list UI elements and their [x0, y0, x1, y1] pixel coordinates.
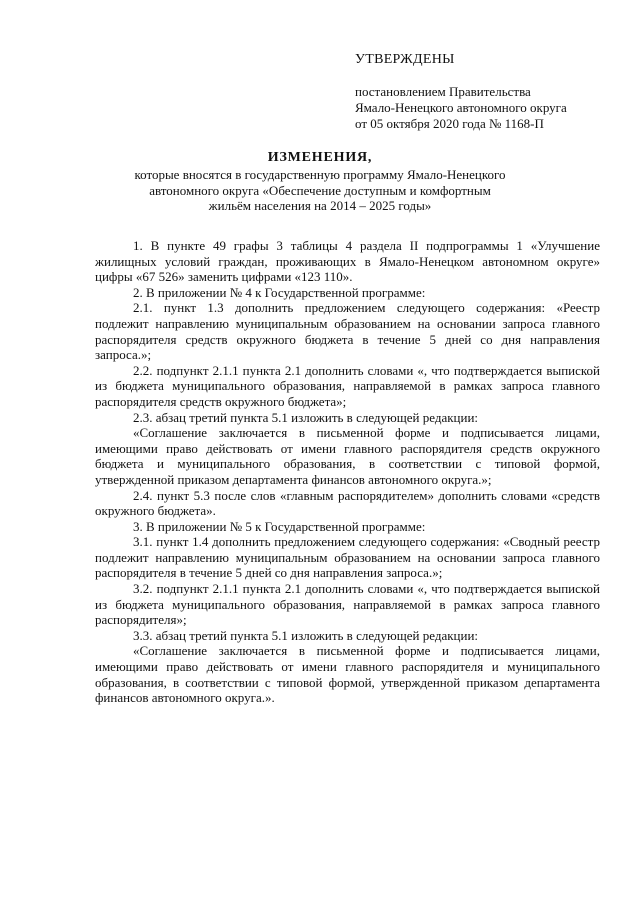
document-subtitle: которые вносятся в государственную программу Ямало-Ненецкого автономного округа «Обеспечение доступным и комфортным жильём населения на 2014 – 2025 годы»	[134, 167, 506, 213]
approval-stamp-heading: УТВЕРЖДЕНЫ	[355, 52, 455, 67]
resolution-reference	[355, 84, 615, 132]
paragraph-3-1: 3.1. пункт 1.4 дополнить предложением следующего содержания: «Сводный реестр подлежит направлению муниципальным образованием на основании запроса главного распорядителя в течение 5 дней со дня направления запроса.»;	[95, 534, 600, 581]
paragraph-3: 3. В приложении № 5 к Государственной программе:	[133, 518, 426, 534]
paragraph-1: 1. В пункте 49 графы 3 таблицы 4 раздела II подпрограммы 1 «Улучшение жилищных условий граждан, проживающих в Ямало-Ненецком автономном округе» цифры «67 526» заменить цифрами «123 110».	[95, 238, 600, 285]
document-title: ИЗМЕНЕНИЯ,	[267, 150, 373, 165]
paragraph-2-3-quote: «Соглашение заключается в письменной форме и подписывается лицами, имеющими право действовать от имени главного распорядителя средств окружного бюджета и муниципального образования, в соответствии с типовой формой, утвержденной приказом департамента финансов автономного округа.»;	[95, 425, 600, 487]
paragraph-2-1: 2.1. пункт 1.3 дополнить предложением следующего содержания: «Реестр подлежит направлению муниципальным образованием на основании запроса главного распорядителя средств окружного бюджета в течение 5 дней со дня направления запроса.»;	[95, 300, 600, 363]
resolution-line: Ямало-Ненецкого автономного округа	[355, 100, 567, 115]
document-body	[95, 238, 600, 706]
resolution-line: от 05 октября 2020 года № 1168-П	[355, 116, 544, 131]
paragraph-2: 2. В приложении № 4 к Государственной программе:	[133, 284, 426, 300]
resolution-line: постановлением Правительства	[355, 84, 531, 99]
paragraph-3-3: 3.3. абзац третий пункта 5.1 изложить в следующей редакции:	[133, 627, 479, 643]
paragraph-2-4: 2.4. пункт 5.3 после слов «главным распорядителем» дополнить словами «средств окружного бюджета».	[95, 487, 600, 519]
paragraph-2-2: 2.2. подпункт 2.1.1 пункта 2.1 дополнить словами «, что подтверждается выпиской из бюджета муниципального образования, направляемой в рамках запроса главного распорядителя средств окружного бюджета»;	[95, 362, 600, 409]
paragraph-3-3-quote: «Соглашение заключается в письменной форме и подписывается лицами, имеющими право действовать от имени главного распорядителя и муниципального образования, в соответствии с типовой формой, утвержденной приказом департамента финансов автономного округа.».	[95, 643, 600, 706]
paragraph-3-2: 3.2. подпункт 2.1.1 пункта 2.1 дополнить словами «, что подтверждается выпиской из бюджета муниципального образования, направляемой в рамках запроса главного распорядителя»;	[95, 581, 600, 628]
paragraph-2-3: 2.3. абзац третий пункта 5.1 изложить в следующей редакции:	[133, 409, 479, 425]
